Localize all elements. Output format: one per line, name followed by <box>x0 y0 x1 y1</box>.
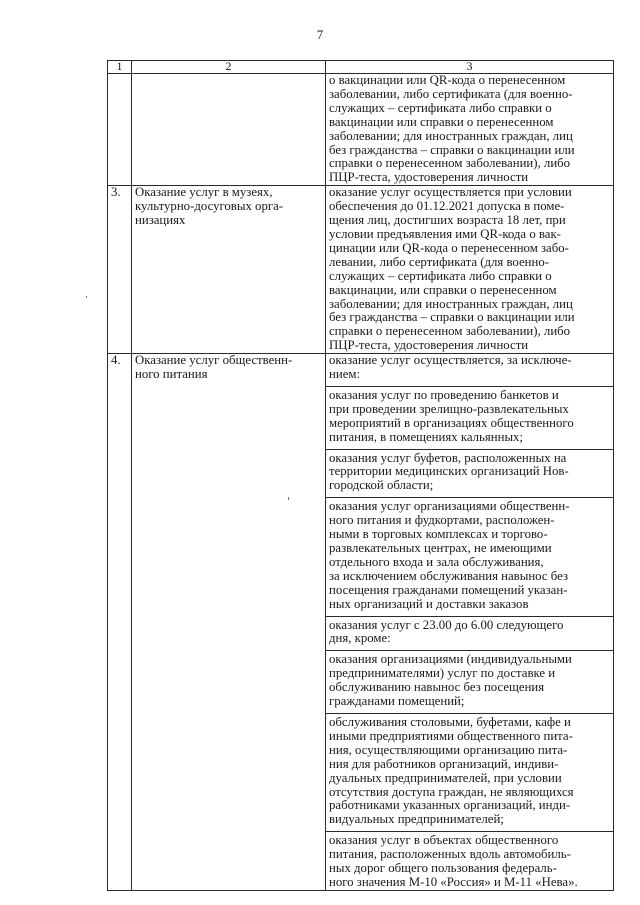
text-line: отсутствия доступа граждан, не являющихся <box>329 784 574 799</box>
text-line: гражданами помещений; <box>329 694 465 709</box>
text-line: городской области; <box>329 478 434 493</box>
text-line: дуальных предпринимателей, при условии <box>329 770 562 785</box>
text-line: щения лиц, достигших возраста 18 лет, при <box>329 213 566 228</box>
text-line: ПЦР-теста, удостоверения личности <box>329 338 529 353</box>
service-name <box>132 354 326 891</box>
scan-mark <box>86 296 87 298</box>
table-row-continuation <box>108 74 614 186</box>
service-cell <box>132 74 326 186</box>
text-line: оказания услуг с 23.00 до 6.00 следующего <box>329 617 564 632</box>
text-line: посещения гражданами помещений указан- <box>329 582 568 597</box>
condition-paragraph <box>326 831 613 890</box>
row-number: 3. <box>108 186 132 354</box>
text-line: иными предприятиями общественного пита- <box>329 728 573 743</box>
text-line: о вакцинации или QR-кода о перенесенном <box>329 73 566 87</box>
text-line: обслуживания столовыми, буфетами, кафе и <box>329 714 571 729</box>
text-line: служащих – сертификата либо справки о <box>329 268 552 283</box>
text-line: справки о перенесенном заболевании), либо <box>329 156 571 171</box>
page-number: 7 <box>316 27 324 42</box>
scan-mark <box>288 497 289 500</box>
text-line: оказание услуг осуществляется при условии <box>329 185 572 200</box>
text-line: без гражданства – справки о вакцинации или <box>329 310 575 325</box>
text-line: оказания организациями (индивидуальными <box>329 652 572 667</box>
text-line: отдельного входа и зала обслуживания, <box>329 554 544 569</box>
row-number-cell <box>108 74 132 186</box>
text-line: развлекательных центрах, не имеющими <box>329 541 552 555</box>
header-col-1: 1 <box>108 61 132 74</box>
row-number: 4. <box>108 354 132 891</box>
text-line: справки о перенесенном заболевании), либо <box>329 324 571 339</box>
text-line: оказания услуг организациями общественн- <box>329 499 570 514</box>
text-line: питания, расположенных вдоль автомобиль- <box>329 847 571 862</box>
text-line: работниками указанных организаций, инди- <box>329 798 571 813</box>
text-line: заболевании; для иностранных граждан, лиц <box>329 128 573 143</box>
text-line: Оказание услуг в музеях, <box>135 185 273 200</box>
text-line: нием: <box>329 367 361 382</box>
condition-paragraph <box>329 354 610 382</box>
text-line: служащих – сертификата либо справки о <box>329 100 552 115</box>
text-line: при проведении зрелищно-развлекательных <box>329 401 569 416</box>
text-line: питания, в помещениях кальянных; <box>329 429 524 444</box>
text-line: заболевании, либо сертификата (для военно- <box>329 86 573 101</box>
text-line: обслуживанию навынос без посещения <box>329 680 545 695</box>
condition-cell <box>326 74 614 186</box>
text-line: ного питания и фудкортами, расположен- <box>329 513 555 528</box>
condition-paragraph <box>326 650 613 709</box>
text-line: видуальных предпринимателей; <box>329 812 504 827</box>
text-line: ного значения М-10 «Россия» и М-11 «Нева». <box>329 874 578 889</box>
table-row-4 <box>108 354 614 891</box>
condition-paragraph <box>326 713 613 827</box>
text-line: мероприятий в организациях общественного <box>329 415 574 430</box>
text-line: культурно-досуговых орга- <box>135 199 284 214</box>
text-line: цинации или QR-кода о перенесенном забо- <box>329 240 569 255</box>
restrictions-table <box>107 60 614 891</box>
condition-text <box>326 186 614 354</box>
condition-paragraph <box>326 497 613 611</box>
header-col-3: 3 <box>326 61 614 74</box>
header-col-2: 2 <box>132 61 326 74</box>
text-line: вакцинации или справки о перенесенном <box>329 114 554 129</box>
text-line: оказания услуг по проведению банкетов и <box>329 387 559 402</box>
table-header-row <box>108 61 614 74</box>
condition-paragraph <box>326 449 613 494</box>
text-line: территории медицинских организаций Нов- <box>329 464 569 479</box>
text-line: ния, осуществляющими организацию пита- <box>329 742 568 757</box>
service-name <box>132 186 326 354</box>
text-line: оказание услуг осуществляется, за исключе- <box>329 353 572 368</box>
text-line: за исключением обслуживания навынос без <box>329 568 569 583</box>
text-line: ПЦР-теста, удостоверения личности <box>329 170 529 185</box>
text-line: дня, кроме: <box>329 631 391 646</box>
text-line: заболевании; для иностранных граждан, лиц <box>329 296 573 311</box>
text-line: ных организаций и доставки заказов <box>329 596 529 611</box>
text-line: ния для работников организаций, индиви- <box>329 756 559 771</box>
table-row-3 <box>108 186 614 354</box>
text-line: левании, либо сертификата (для военно- <box>329 254 550 269</box>
condition-paragraph <box>326 386 613 445</box>
condition-paragraph <box>326 616 613 647</box>
condition-text <box>326 354 614 891</box>
text-line: оказания услуг в объектах общественного <box>329 833 559 848</box>
text-line: предпринимателями) услуг по доставке и <box>329 666 556 681</box>
text-line: условии предъявления ими QR-кода о вак- <box>329 226 561 241</box>
text-line: Оказание услуг общественн- <box>135 353 293 368</box>
text-line: обеспечения до 01.12.2021 допуска в поме- <box>329 199 565 214</box>
text-line: без гражданства – справки о вакцинации или <box>329 142 575 157</box>
text-line: низациях <box>135 213 186 228</box>
text-line: ного питания <box>135 367 208 382</box>
text-line: ными в торговых комплексах и торгово- <box>329 527 548 542</box>
text-line: ных дорог общего пользования федераль- <box>329 861 557 876</box>
text-line: оказания услуг буфетов, расположенных на <box>329 450 567 465</box>
text-line: вакцинации, или справки о перенесенном <box>329 282 557 297</box>
